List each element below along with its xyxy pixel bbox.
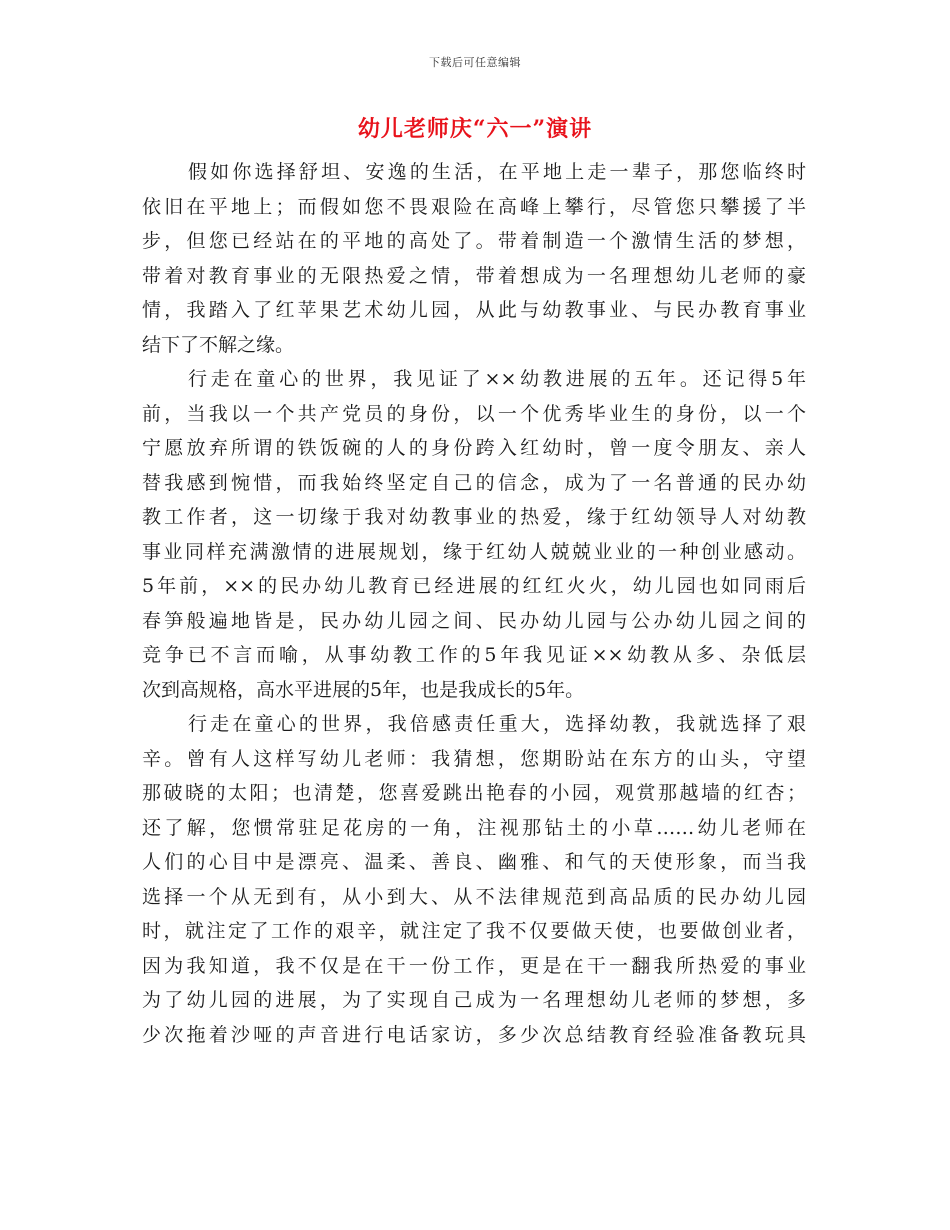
paragraph-3-line: 因为我知道，我不仅是在干一份工作，更是在干一翻我所热爱的事业: [142, 954, 806, 977]
paragraph-3-line: 时，就注定了工作的艰辛，就注定了我不仅要做天使，也要做创业者，: [142, 920, 806, 942]
paragraph-1-line: 依旧在平地上；而假如您不畏艰险在高峰上攀行，尽管您只攀援了半: [142, 195, 806, 218]
paragraph-3-line: 辛。曾有人这样写幼儿老师：我猜想，您期盼站在东方的山头，守望: [142, 747, 806, 770]
paragraph-2-line: 宁愿放弃所谓的铁饭碗的人的身份跨入红幼时，曾一度令朋友、亲人: [142, 437, 806, 459]
document-body: [142, 155, 806, 1052]
paragraph-3-line: 人们的心目中是漂亮、温柔、善良、幽雅、和气的天使形象，而当我: [142, 851, 806, 873]
paragraph-1-line: 结下了不解之缘。: [142, 333, 295, 356]
paragraph-1-line: 步，但您已经站在的平地的高处了。带着制造一个激情生活的梦想，: [142, 230, 806, 252]
document-title: 幼儿老师庆“六一”演讲: [357, 116, 593, 142]
paragraph-2-line: 事业同样充满激情的进展规划，缘于红幼人兢兢业业的一种创业感动。: [142, 540, 806, 563]
paragraph-2-line: 竞争已不言而喻，从事幼教工作的5年我见证××幼教从多、杂低层: [142, 644, 806, 666]
paragraph-2-line: 次到高规格，高水平进展的5年，也是我成长的5年。: [142, 678, 585, 701]
header-note: 下载后可任意编辑: [429, 56, 521, 69]
paragraph-2-line: 替我感到惋惜，而我始终坚定自己的信念，成为了一名普通的民办幼: [142, 471, 806, 494]
paragraph-3-line: 行走在童心的世界，我倍感责任重大，选择幼教，我就选择了艰: [188, 713, 806, 735]
paragraph-2-line: 5年前，××的民办幼儿教育已经进展的红红火火，幼儿园也如同雨后: [142, 575, 806, 597]
paragraph-1-line: 情，我踏入了红苹果艺术幼儿园，从此与幼教事业、与民办教育事业: [142, 299, 806, 321]
paragraph-2-line: 前，当我以一个共产党员的身份，以一个优秀毕业生的身份，以一个: [142, 402, 806, 425]
paragraph-3-line: 那破晓的太阳；也清楚，您喜爱跳出艳春的小园，观赏那越墙的红杏；: [142, 782, 806, 804]
paragraph-2-line: 春笋般遍地皆是，民办幼儿园之间、民办幼儿园与公办幼儿园之间的: [142, 609, 806, 632]
paragraph-3-line: 还了解，您惯常驻足花房的一角，注视那钻土的小草……幼儿老师在: [142, 816, 806, 839]
paragraph-2-line: 行走在童心的世界，我见证了××幼教进展的五年。还记得5年: [188, 368, 806, 390]
paragraph-1-line: 假如你选择舒坦、安逸的生活，在平地上走一辈子，那您临终时: [188, 161, 806, 183]
paragraph-3-line: 少次拖着沙哑的声音进行电话家访，多少次总结教育经验准备教玩具: [142, 1023, 806, 1046]
paragraph-3-line: 选择一个从无到有，从小到大、从不法律规范到高品质的民办幼儿园: [142, 885, 806, 908]
paragraph-2-line: 教工作者，这一切缘于我对幼教事业的热爱，缘于红幼领导人对幼教: [142, 506, 806, 528]
paragraph-3-line: 为了幼儿园的进展，为了实现自己成为一名理想幼儿老师的梦想，多: [142, 989, 806, 1011]
paragraph-1-line: 带着对教育事业的无限热爱之情，带着想成为一名理想幼儿老师的豪: [142, 264, 806, 287]
